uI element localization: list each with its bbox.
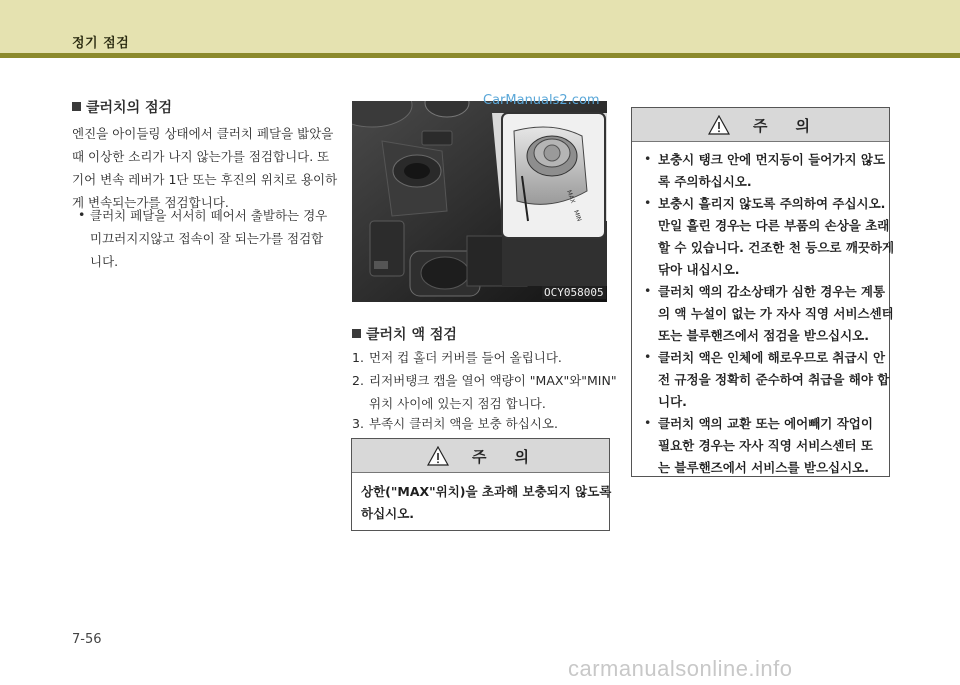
caution-b2-l1: 보충시 흘리지 않도록 주의하여 주십시오.	[658, 196, 886, 211]
max-label: MAX	[565, 189, 577, 205]
intro-line-1: 엔진을 아이들링 상태에서 클러치 페달을 밟았을	[72, 126, 334, 141]
step-1-text: 먼저 컵 홀더 커버를 들어 올립니다.	[369, 350, 562, 365]
footer-watermark: carmanualsonline.info	[568, 656, 793, 681]
bullet-line-2: 미끄러지지않고 접속이 잘 되는가를 점검합	[90, 231, 324, 246]
header-rule	[0, 53, 960, 58]
step-3-num: 3.	[352, 416, 364, 431]
fluid-check-title	[352, 324, 457, 344]
caution-b5-l3: 는 블루핸즈에서 서비스를 받으십시오.	[658, 460, 870, 475]
caution-b3-l2: 의 액 누설이 없는 가 자사 직영 서비스센터	[658, 306, 894, 321]
bullet-dot: •	[644, 415, 652, 430]
site-watermark: CarManuals2.com	[483, 93, 600, 108]
caution-line-2: 하십시오.	[361, 506, 415, 521]
clutch-inspection-title	[72, 97, 172, 117]
caution-header	[352, 439, 609, 473]
bullet-dot: •	[644, 283, 652, 298]
bullet-dot: •	[644, 349, 652, 364]
step-2-text-2: 위치 사이에 있는지 점검 합니다.	[369, 396, 546, 411]
caution-b3-l1: 클러치 액의 감소상태가 심한 경우는 계통	[658, 284, 886, 299]
step-2-text-1: 리저버탱크 캡을 열어 액량이 "MAX"와"MIN"	[369, 373, 617, 388]
section-square-icon	[72, 102, 81, 111]
intro-line-4: 게 변속되는가를 점검합니다.	[72, 195, 229, 210]
caution-box-large	[631, 107, 895, 477]
reservoir-photo	[352, 101, 607, 302]
caution-b3-l3: 또는 블루핸즈에서 점검을 받으십시오.	[658, 328, 870, 343]
clutch-inspection-title-text: 클러치의 점검	[86, 100, 173, 116]
header-title: 정기 점검	[72, 36, 130, 51]
bullet-dot: •	[644, 195, 652, 210]
section-square-icon	[352, 329, 361, 338]
caution-header	[632, 108, 889, 142]
caution-b1-l1: 보충시 탱크 안에 먼지등이 들어가지 않도	[658, 152, 886, 167]
caution-title: 주의	[472, 448, 557, 466]
caution-b4-l1: 클러치 액은 인체에 해로우므로 취급시 안	[658, 350, 886, 365]
step-3-text: 부족시 클러치 액을 보충 하십시오.	[369, 416, 558, 431]
bullet-dot: •	[78, 207, 86, 222]
caution-b2-l4: 닦아 내십시오.	[658, 262, 740, 277]
page-number: 7-56	[72, 632, 102, 647]
caution-b4-l2: 전 규정을 정확히 준수하여 취급을 해야 합	[658, 372, 890, 387]
page-header	[0, 0, 960, 55]
bullet-dot: •	[644, 151, 652, 166]
caution-b5-l2: 필요한 경우는 자사 직영 서비스센터 또	[658, 438, 873, 453]
intro-line-2: 때 이상한 소리가 나지 않는가를 점검합니다. 또	[72, 149, 330, 164]
caution-b2-l3: 할 수 있습니다. 건조한 천 등으로 깨끗하게	[658, 240, 895, 255]
warning-triangle-icon	[427, 446, 449, 466]
bullet-line-1: 클러치 페달을 서서히 떼어서 출발하는 경우	[90, 208, 328, 223]
intro-line-3: 기어 변속 레버가 1단 또는 후진의 위치로 용이하	[72, 172, 338, 187]
bullet-line-3: 니다.	[90, 254, 119, 269]
caution-line-1: 상한("MAX"위치)을 초과해 보충되지 않도록	[361, 484, 612, 499]
caution-box-small	[351, 438, 610, 531]
caution-b1-l2: 록 주의하십시오.	[658, 174, 752, 189]
caution-b2-l2: 만일 흘린 경우는 다른 부품의 손상을 초래	[658, 218, 890, 233]
step-1-num: 1.	[352, 350, 364, 365]
min-label: MIN	[572, 209, 583, 223]
warning-triangle-icon	[708, 115, 730, 135]
photo-code: OCY058005	[544, 286, 604, 299]
caution-title: 주의	[753, 117, 838, 135]
step-2-num: 2.	[352, 373, 364, 388]
caution-b4-l3: 니다.	[658, 394, 687, 409]
reservoir-photo-illustration	[352, 101, 607, 302]
fluid-check-title-text: 클러치 액 점검	[366, 327, 457, 343]
caution-b5-l1: 클러치 액의 교환 또는 에어빼기 작업이	[658, 416, 873, 431]
